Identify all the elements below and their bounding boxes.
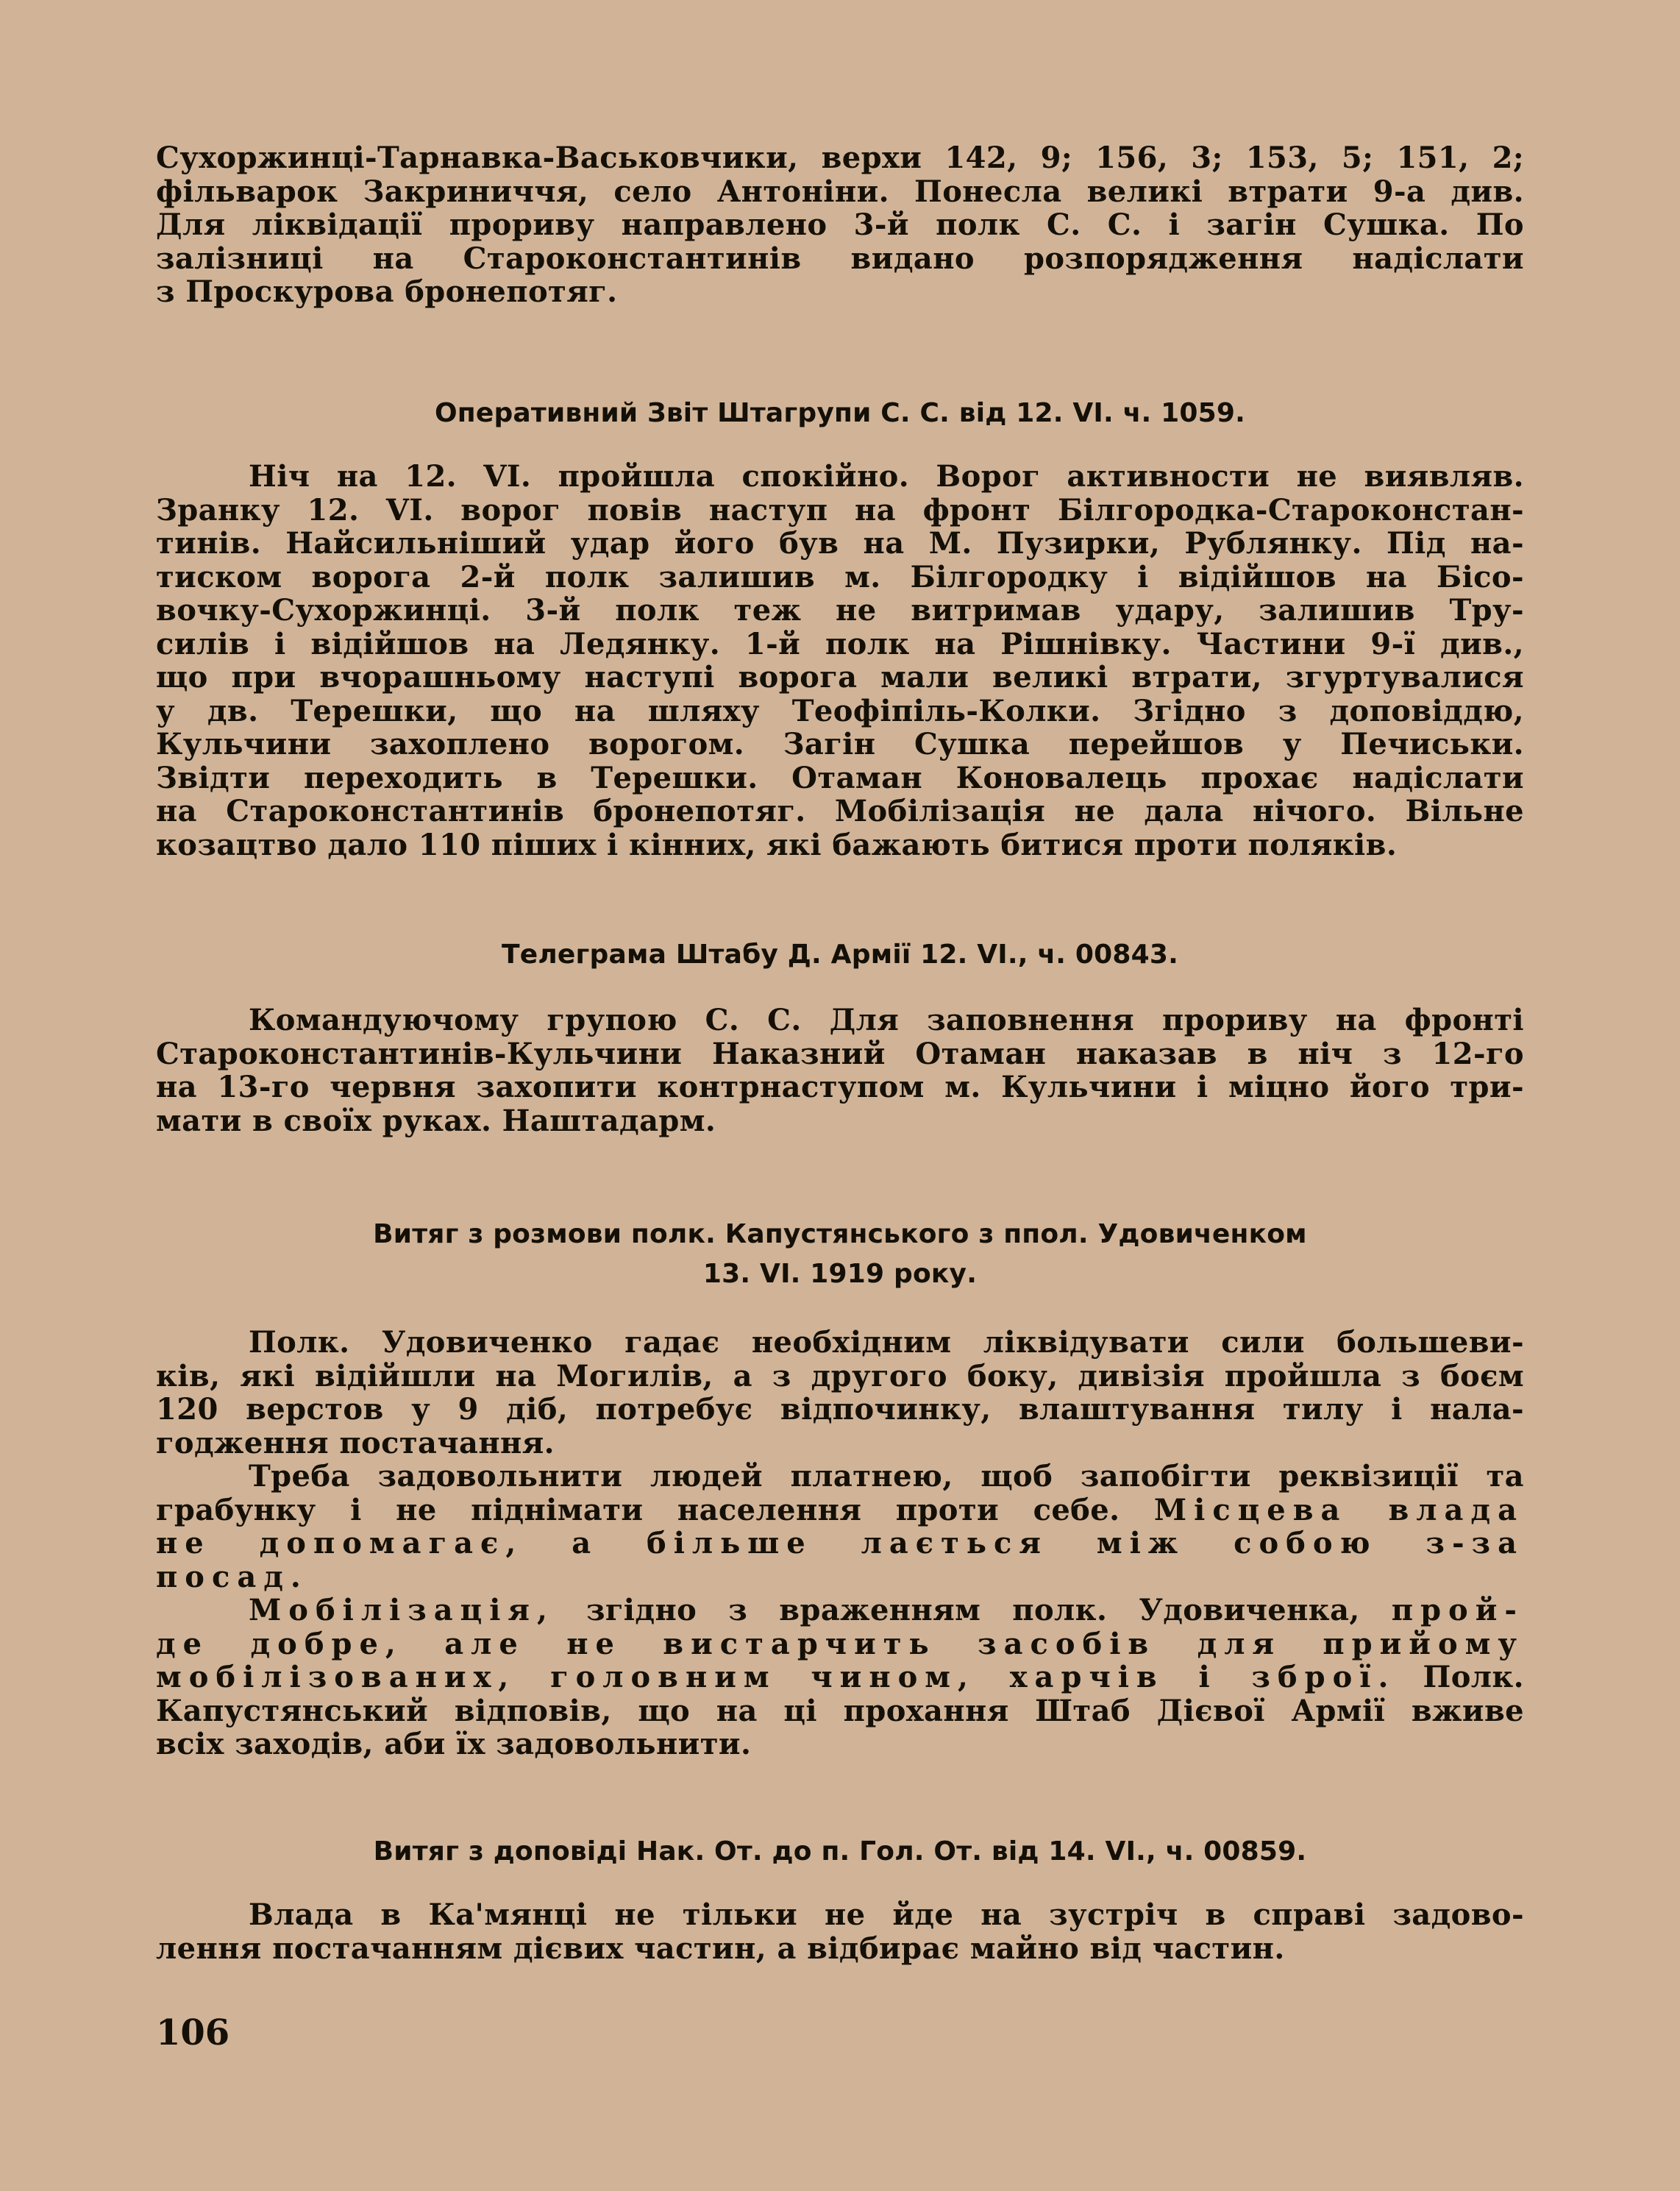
page-number: 106 xyxy=(156,2012,230,2053)
text-line: ків, які відійшли на Могилів, а з другого боку, дивізія пройшла з боєм xyxy=(156,1358,1524,1393)
text-line: що при вчорашньому наступі ворога мали великі втрати, згуртувалися xyxy=(156,660,1524,695)
text-line xyxy=(156,1661,1524,1694)
text-line: Сухоржинці-Тарнавка-Васьковчики, верхи 142, 9; 156, 3; 153, 5; 151, 2; xyxy=(156,141,1524,175)
text-line: вочку-Сухоржинці. 3-й полк теж не витримав удару, залишив Тру- xyxy=(156,593,1524,628)
spaced-text: Місцева влада xyxy=(1153,1492,1524,1527)
text-line: Влада в Ка'мянці не тільки не йде на зустріч в справі задово- xyxy=(249,1897,1524,1932)
section-heading-4: Витяг з доповіді Нак. От. до п. Гол. От. від 14. VI., ч. 00859. xyxy=(373,1836,1307,1867)
text-line: посад. xyxy=(156,1559,308,1594)
spaced-text: мобілізованих, головним чином, харчів і зброї. xyxy=(156,1660,1396,1694)
paragraph-4 xyxy=(156,1898,1524,1965)
section-heading-3 xyxy=(156,1215,1524,1294)
text-line: всіх заходів, аби їх задовольнити. xyxy=(156,1727,752,1761)
text-line: залізниці на Староконстантинів видано розпорядження надіслати xyxy=(156,241,1524,276)
heading-line: 13. VI. 1919 року. xyxy=(702,1259,978,1289)
paragraph-intro xyxy=(156,141,1524,309)
paragraph-1 xyxy=(156,460,1524,862)
spaced-text: прой- xyxy=(1391,1593,1524,1627)
text-line: у дв. Терешки, що на шляху Теофіпіль-Колки. Згідно з доповіддю, xyxy=(156,693,1524,728)
text-line: Командуючому групою С. С. Для заповнення прориву на фронті xyxy=(249,1003,1524,1037)
text-span: грабунку і не піднімати населення проти себе. xyxy=(156,1492,1120,1527)
text-line: Староконстантинів-Кульчини Наказний Отаман наказав в ніч з 12-го xyxy=(156,1036,1524,1071)
text-line: мати в своїх руках. Наштадарм. xyxy=(156,1103,716,1138)
text-line: тиском ворога 2-й полк залишив м. Білгородку і відійшов на Бісо- xyxy=(156,559,1524,594)
text-line: Полк. Удовиченко гадає необхідним ліквідувати сили большеви- xyxy=(249,1325,1524,1360)
text-line: на Староконстантинів бронепотяг. Мобілізація не дала нічого. Вільне xyxy=(156,794,1524,828)
text-line: Кульчини захоплено ворогом. Загін Сушка перейшов у Печиськи. xyxy=(156,727,1524,761)
paragraph-3c xyxy=(156,1594,1524,1761)
text-line: Ніч на 12. VI. пройшла спокійно. Ворог активности не виявляв. xyxy=(249,459,1524,494)
section-heading-1: Оперативний Звіт Штагрупи С. С. від 12. VI. ч. 1059. xyxy=(434,398,1246,428)
text-line xyxy=(156,1594,1524,1627)
text-line: Звідти переходить в Терешки. Отаман Коновалець прохає надіслати xyxy=(156,760,1524,795)
text-line xyxy=(156,1494,1524,1527)
text-line: на 13-го червня захопити контрнаступом м. Кульчини і міцно його три- xyxy=(156,1070,1524,1104)
paragraph-3b xyxy=(156,1460,1524,1594)
heading-line: Витяг з розмови полк. Капустянського з ппол. Удовиченком xyxy=(373,1219,1307,1249)
text-line: лення постачанням дієвих частин, а відбирає майно від частин. xyxy=(156,1931,1285,1966)
spaced-text: Мобілізація, xyxy=(249,1593,555,1627)
text-line: не допомагає, а більше лається між собою з-за xyxy=(156,1526,1524,1560)
section-heading-2: Телеграма Штабу Д. Армії 12. VI., ч. 00843. xyxy=(501,940,1179,970)
text-span: Полк. xyxy=(1423,1660,1524,1694)
text-line: тинів. Найсильніший удар його був на М. Пузирки, Рублянку. Під на- xyxy=(156,526,1524,561)
text-line: Треба задовольнити людей платнею, щоб запобігти реквізиції та xyxy=(249,1459,1524,1494)
text-line: Капустянський відповів, що на ці прохання Штаб Дієвої Армії вживе xyxy=(156,1693,1524,1728)
text-line: фільварок Закриниччя, село Антоніни. Понесла великі втрати 9-а див. xyxy=(156,174,1524,209)
text-line: годження постачання. xyxy=(156,1425,555,1460)
text-line: Зранку 12. VI. ворог повів наступ на фронт Білгородка-Староконстан- xyxy=(156,492,1524,528)
text-line: з Проскурова бронепотяг. xyxy=(156,274,618,309)
paragraph-3a xyxy=(156,1326,1524,1460)
text-line: козацтво дало 110 піших і кінних, які бажають битися проти поляків. xyxy=(156,827,1398,862)
text-line: 120 верстов у 9 діб, потребує відпочинку, влаштування тилу і нала- xyxy=(156,1392,1524,1427)
text-line: силів і відійшов на Ледянку. 1-й полк на Рішнівку. Частини 9-ї див., xyxy=(156,626,1524,661)
text-line: де добре, але не вистарчить засобів для прийому xyxy=(156,1626,1524,1661)
text-span: згідно з враженням полк. Удовиченка, xyxy=(585,1593,1360,1627)
text-line: Для ліквідації прориву направлено 3-й полк С. С. і загін Сушка. По xyxy=(156,207,1524,242)
paragraph-2 xyxy=(156,1004,1524,1137)
